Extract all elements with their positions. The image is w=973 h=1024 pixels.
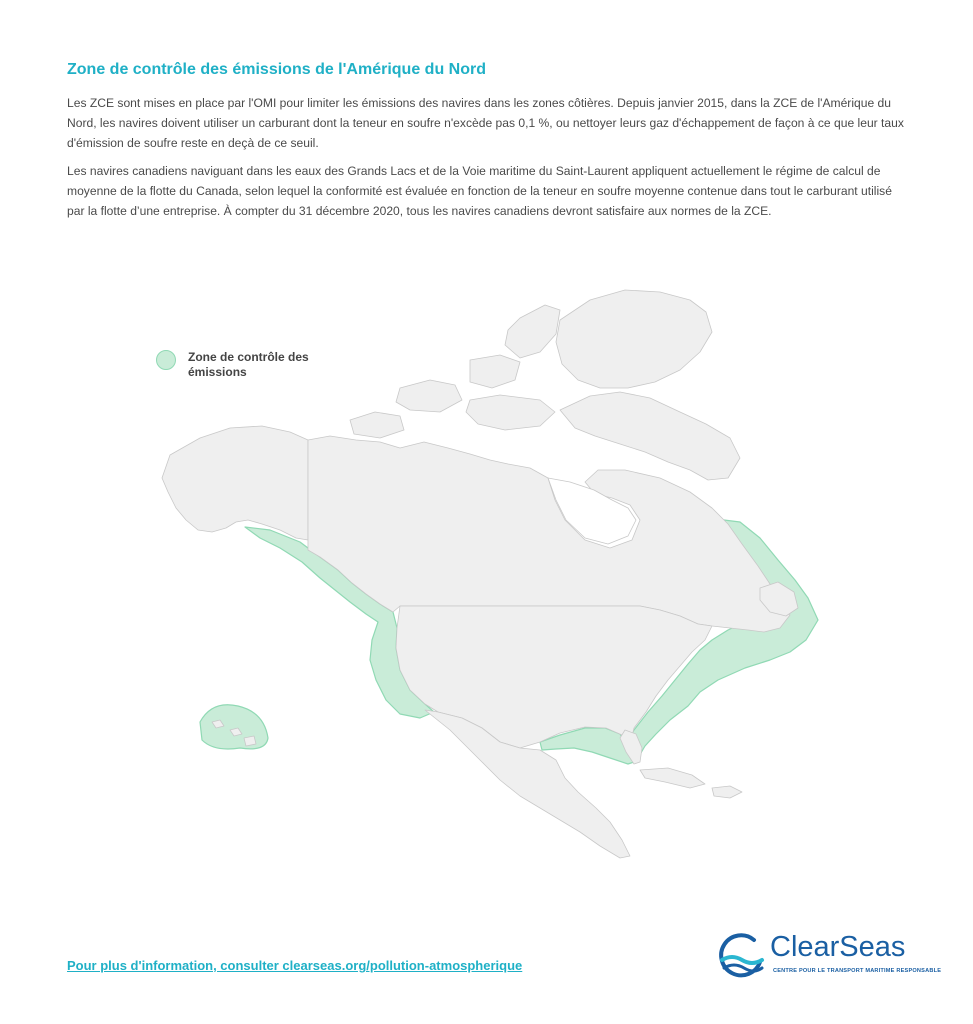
arctic-island-4: [350, 412, 404, 438]
cuba: [640, 768, 705, 788]
page-title: Zone de contrôle des émissions de l'Amérique du Nord: [67, 61, 486, 78]
more-info-link[interactable]: Pour plus d'information, consulter clearseas.org/pollution-atmospherique: [67, 958, 523, 973]
logo-tagline: CENTRE POUR LE TRANSPORT MARITIME RESPONSABLE: [773, 968, 942, 974]
map-legend: [156, 350, 318, 380]
intro-paragraph: Les ZCE sont mises en place par l'OMI pour limiter les émissions des navires dans les zones côtières. Depuis janvier 2015, dans la ZCE de l'Amérique du Nord, les navires doivent utiliser un carburant dont la teneur en soufre n'excède pas 0,1 %, ou nettoyer leurs gaz d'échappement de façon à ce que leur taux d'émission de soufre reste en deçà de ce seuil.: [67, 96, 904, 150]
alaska: [162, 426, 308, 540]
baffin-island: [560, 392, 740, 480]
logo-name: ClearSeas: [770, 931, 906, 963]
eca-swatch-icon: [156, 350, 176, 370]
canada-paragraph: Les navires canadiens naviguant dans les eaux des Grands Lacs et de la Voie maritime du Saint-Laurent appliquent actuellement le régime de calcul de moyenne de la flotte du Canada, selon lequel la conformité est évaluée en fonction de la teneur en soufre moyenne contenue dans tout le carburant utilisé par la flotte d’une entreprise. À compter du 31 décembre 2020, tous les navires canadiens devront satisfaire aux normes de la ZCE.: [67, 164, 892, 218]
clearseas-logo: [714, 928, 942, 984]
hispaniola: [712, 786, 742, 798]
legend-label: Zone de contrôle des émissions: [188, 350, 309, 379]
arctic-island-3: [466, 395, 555, 430]
ellesmere-island: [505, 305, 560, 358]
united-states: [396, 606, 712, 748]
clearseas-wave-icon: [714, 930, 766, 982]
arctic-island-2: [396, 380, 462, 412]
eca-hawaii: [200, 705, 268, 749]
greenland: [556, 290, 712, 388]
arctic-island-1: [470, 355, 520, 388]
